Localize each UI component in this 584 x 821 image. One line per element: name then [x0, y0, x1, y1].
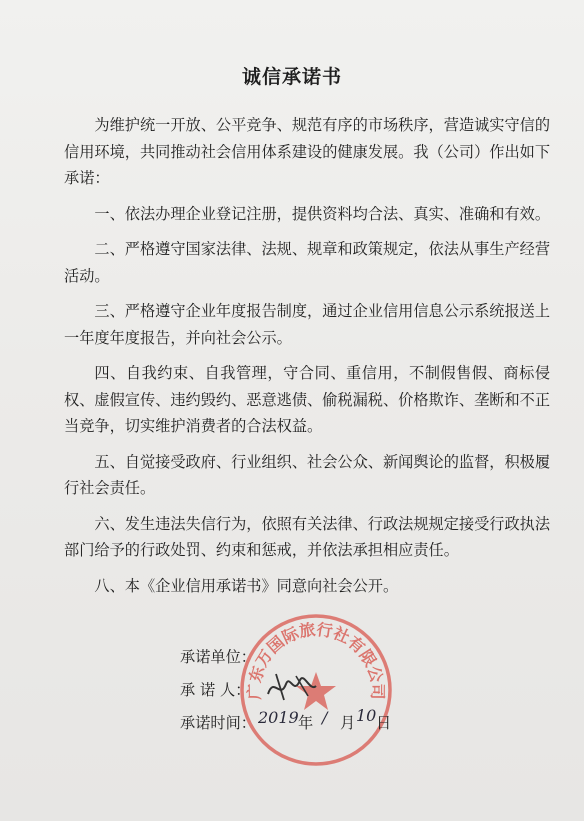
- intro-paragraph: 为维护统一开放、公平竞争、规范有序的市场秩序，营造诚实守信的信用环境，共同推动社会信用体系建设的健康发展。我（公司）作出如下承诺：: [64, 116, 551, 187]
- commitment-item-2: 二、严格遵守国家法律、法规、规章和政策规定，依法从事生产经营活动。: [64, 240, 551, 285]
- commitment-item-1: 一、依法办理企业登记注册，提供资料均合法、真实、准确和有效。: [94, 204, 551, 223]
- handwritten-signature-icon: [262, 666, 322, 706]
- date-year-char: 年: [298, 714, 314, 732]
- commitment-item-4: 四、自我约束、自我管理，守合同、重信用，不制假售假、商标侵权、虚假宣传、违约毁约、恶意逃债、偷税漏税、价格欺诈、垄断和不正当竞争，切实维护消费者的合法权益。: [64, 364, 550, 435]
- commitment-item-5: 五、自觉接受政府、行业组织、社会公众、新闻舆论的监督，积极履行社会责任。: [64, 452, 551, 497]
- document-body: [64, 112, 550, 599]
- commitment-item-6: 六、发生违法失信行为，依照有关法律、行政法规规定接受行政执法部门给予的行政处罚、约束和惩戒，并依法承担相应责任。: [64, 514, 551, 559]
- commitment-item-3: 三、严格遵守企业年度报告制度，通过企业信用信息公示系统报送上一年度年度报告，并向社会公示。: [64, 302, 551, 347]
- date-year-handwritten: 2019: [258, 708, 299, 727]
- date-day-char: 日: [376, 714, 392, 732]
- person-label: 承 诺 人：: [180, 681, 251, 699]
- svg-text:广东万国际旅行社有限公司: 广东万国际旅行社有限公司: [244, 619, 388, 700]
- date-day-handwritten: 10: [356, 706, 377, 725]
- commitment-item-8: 八、本《企业信用承诺书》同意向社会公开。: [94, 576, 399, 595]
- date-month-handwritten: /: [322, 708, 328, 727]
- time-label: 承诺时间：: [180, 714, 256, 732]
- unit-label: 承诺单位：: [180, 648, 256, 666]
- document-title: 诚信承诺书: [241, 66, 342, 88]
- date-month-char: 月: [340, 714, 356, 732]
